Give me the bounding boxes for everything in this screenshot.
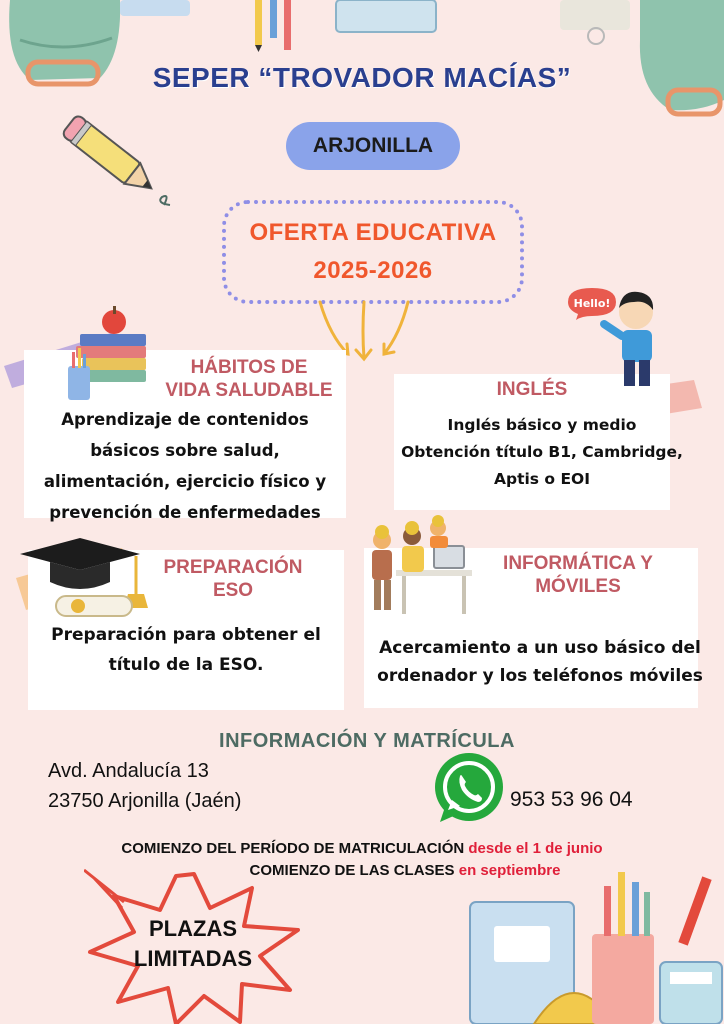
school-title: SEPER “TROVADOR MACÍAS” — [152, 62, 572, 93]
computer-workers-icon — [356, 514, 476, 624]
classes-start-label: COMIENZO DE LAS CLASES — [249, 862, 455, 879]
phone-number: 953 53 96 04 — [510, 788, 633, 811]
notebook-illustration-top — [334, 0, 444, 36]
health-card-description: Aprendizaje de contenidos básicos sobre salud, alimentación, ejercicio físico y prevención de enfermedades — [43, 410, 327, 522]
classes-start-date: en septiembre — [458, 862, 561, 879]
graduation-cap-icon — [16, 536, 166, 626]
hello-bubble-text: Hello! — [573, 297, 611, 310]
it-card-title: INFORMÁTICA Y MÓVILES — [503, 553, 653, 597]
offer-years: 2025-2026 — [313, 257, 433, 284]
offer-title: OFERTA EDUCATIVA — [249, 219, 497, 246]
english-card-description: Inglés básico y medio Obtención título B1, Cambridge, Aptis o EOI — [401, 416, 683, 488]
it-card-description: Acercamiento a un uso básico del ordenador y los teléfonos móviles — [377, 638, 703, 686]
limited-places-text: PLAZAS LIMITADAS — [133, 916, 253, 971]
enrollment-period-date: desde el 1 de junio — [468, 840, 603, 857]
info-section-title: INFORMACIÓN Y MATRÍCULA — [219, 730, 515, 752]
town-badge: ARJONILLA — [286, 122, 460, 170]
pencil-illustration — [56, 110, 176, 215]
boy-hello-icon — [564, 284, 674, 392]
stationery-illustration — [464, 866, 724, 1024]
english-card — [394, 374, 683, 510]
eso-card-title: PREPARACIÓN ESO — [163, 557, 303, 601]
whatsapp-icon — [432, 752, 506, 826]
enrollment-period-label: COMIENZO DEL PERÍODO DE MATRICULACIÓN — [121, 840, 465, 857]
address-city: 23750 Arjonilla (Jaén) — [48, 790, 242, 812]
address-street: Avd. Andalucía 13 — [48, 760, 209, 782]
educational-offer-box — [222, 200, 524, 304]
enrollment-period — [0, 840, 724, 857]
health-card-title: HÁBITOS DE VIDA SALUDABLE — [165, 357, 333, 401]
english-card-title: INGLÉS — [496, 379, 568, 400]
pencils-cup-illustration-top — [120, 0, 320, 52]
eso-card-description: Preparación para obtener el título de la ESO. — [51, 625, 321, 675]
books-apple-icon — [64, 304, 154, 404]
